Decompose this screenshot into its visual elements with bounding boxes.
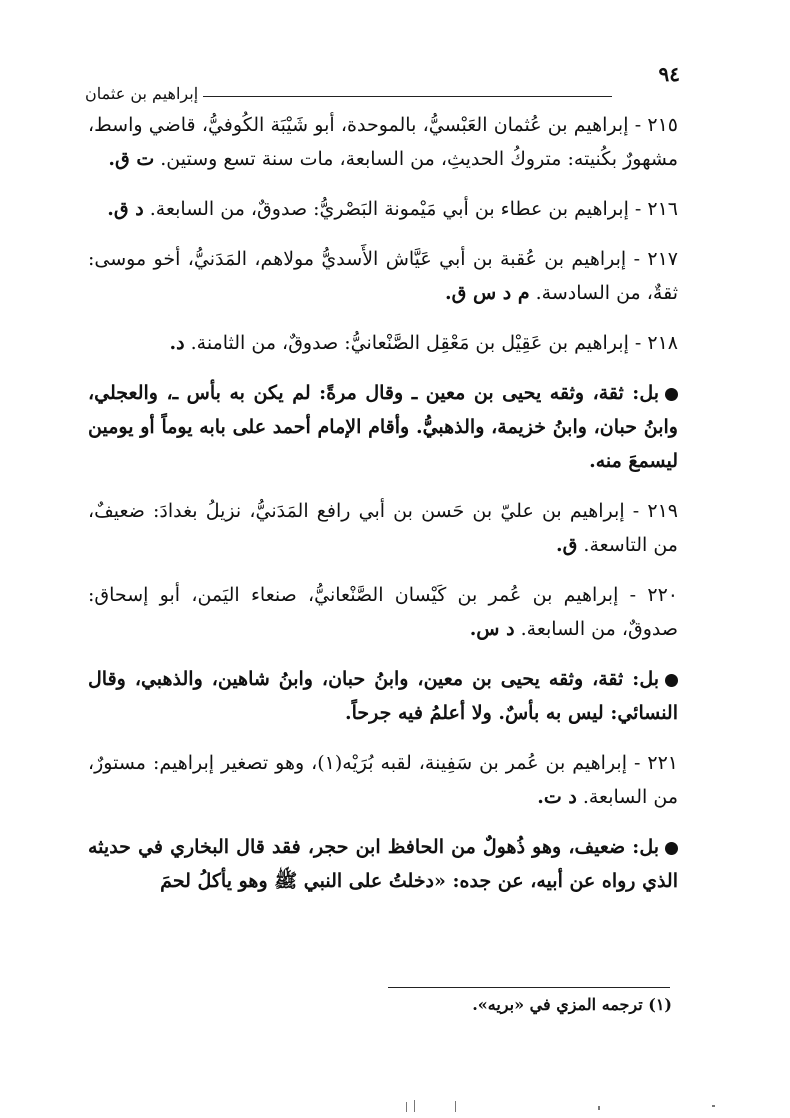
entry-text: إبراهيم بن عليّ بن حَسن بن أبي رافع المَدَنيُّ، نزيلُ بغدادَ: ضعيفٌ، من التاسعة.: [88, 500, 678, 556]
entry-text: إبراهيم بن عُمر بن كَيْسان الصَّنْعانيُّ، صنعاء اليَمن، أبو إسحاق: صدوقٌ، من السابعة.: [88, 584, 678, 640]
entry-216: [88, 192, 678, 226]
header-rule: [203, 96, 612, 97]
entry-number: ٢١٦ -: [634, 198, 678, 220]
entry-text: إبراهيم بن عُثمان العَبْسيُّ، بالموحدة، أبو شَيْبَة الكُوفيُّ، قاضي واسط، مشهورٌ بكُنيته: متروكُ الحديثِ، من السابعة، مات سنة تسع وستين.: [88, 114, 678, 170]
entry-number: ٢١٩ -: [632, 500, 678, 522]
entry-number: ٢٢١ -: [633, 752, 678, 774]
page-number: ٩٤: [658, 62, 680, 86]
scan-speck: [712, 1105, 715, 1107]
entry-220: [88, 578, 678, 646]
biographical-entries: [88, 108, 678, 914]
source-codes: د س.: [469, 618, 515, 640]
scan-speck: [598, 1106, 600, 1110]
entry-text: إبراهيم بن عُمر بن سَفِينة، لقبه بُرَيْه(١)، وهو تصغير إبراهيم: مستورٌ، من السابعة.: [88, 752, 678, 808]
bullet-icon: [665, 388, 678, 401]
entry-219: [88, 494, 678, 562]
bullet-icon: [665, 674, 678, 687]
addendum-221: [88, 830, 678, 898]
running-title: إبراهيم بن عثمان: [85, 84, 199, 103]
entry-number: ٢١٨ -: [634, 332, 678, 354]
source-codes: ق.: [556, 534, 578, 556]
scan-speck: [414, 1100, 415, 1112]
addendum-218: [88, 376, 678, 478]
entry-218: [88, 326, 678, 360]
addendum-text: بل: ثقة، وثقه يحيى بن معين، وابنُ حبان، وابنُ شاهين، والذهبي، وقال النسائي: ليس به بأسٌ. ولا أعلمُ فيه جرحاً.: [88, 668, 678, 724]
addendum-220: [88, 662, 678, 730]
scan-speck: [406, 1102, 407, 1112]
entry-number: ٢٢٠ -: [629, 584, 678, 606]
addendum-text: بل: ثقة، وثقه يحيى بن معين ـ وقال مرةً: لم يكن به بأس ـ، والعجلي، وابنُ حبان، وابنُ خزيمة، والذهبيُّ. وأقام الإمام أحمد على بابه يوماً أو يومين ليسمعَ منه.: [88, 382, 678, 472]
entry-number: ٢١٧ -: [633, 248, 678, 270]
entry-217: [88, 242, 678, 310]
entry-215: [88, 108, 678, 176]
entry-text: إبراهيم بن عطاء بن أبي مَيْمونة البَصْريُّ: صدوقٌ، من السابعة.: [149, 198, 629, 220]
source-codes: د ت.: [537, 786, 577, 808]
source-codes: د ق.: [107, 198, 144, 220]
source-codes: ت ق.: [108, 148, 155, 170]
bullet-icon: [665, 842, 678, 855]
entry-number: ٢١٥ -: [634, 114, 678, 136]
source-codes: د.: [169, 332, 185, 354]
scan-speck: [455, 1101, 456, 1112]
footnote-rule: [388, 987, 670, 988]
entry-text: إبراهيم بن عُقبة بن أبي عَيَّاش الأَسديُّ مولاهم، المَدَنيُّ، أخو موسى: ثقةٌ، من السادسة.: [88, 248, 678, 304]
footnote: (١) ترجمه المزي في «بريه».: [472, 995, 672, 1014]
addendum-text: بل: ضعيف، وهو ذُهولٌ من الحافظ ابن حجر، فقد قال البخاري في حديثه الذي رواه عن أبيه، عن جده: «دخلتُ على النبي ﷺ وهو يأكلُ لحمَ: [88, 836, 678, 892]
entry-221: [88, 746, 678, 814]
source-codes: م د س ق.: [444, 282, 530, 304]
page-header: [85, 62, 680, 102]
entry-text: إبراهيم بن عَقِيْل بن مَعْقِل الصَّنْعانيُّ: صدوقٌ، من الثامنة.: [190, 332, 629, 354]
